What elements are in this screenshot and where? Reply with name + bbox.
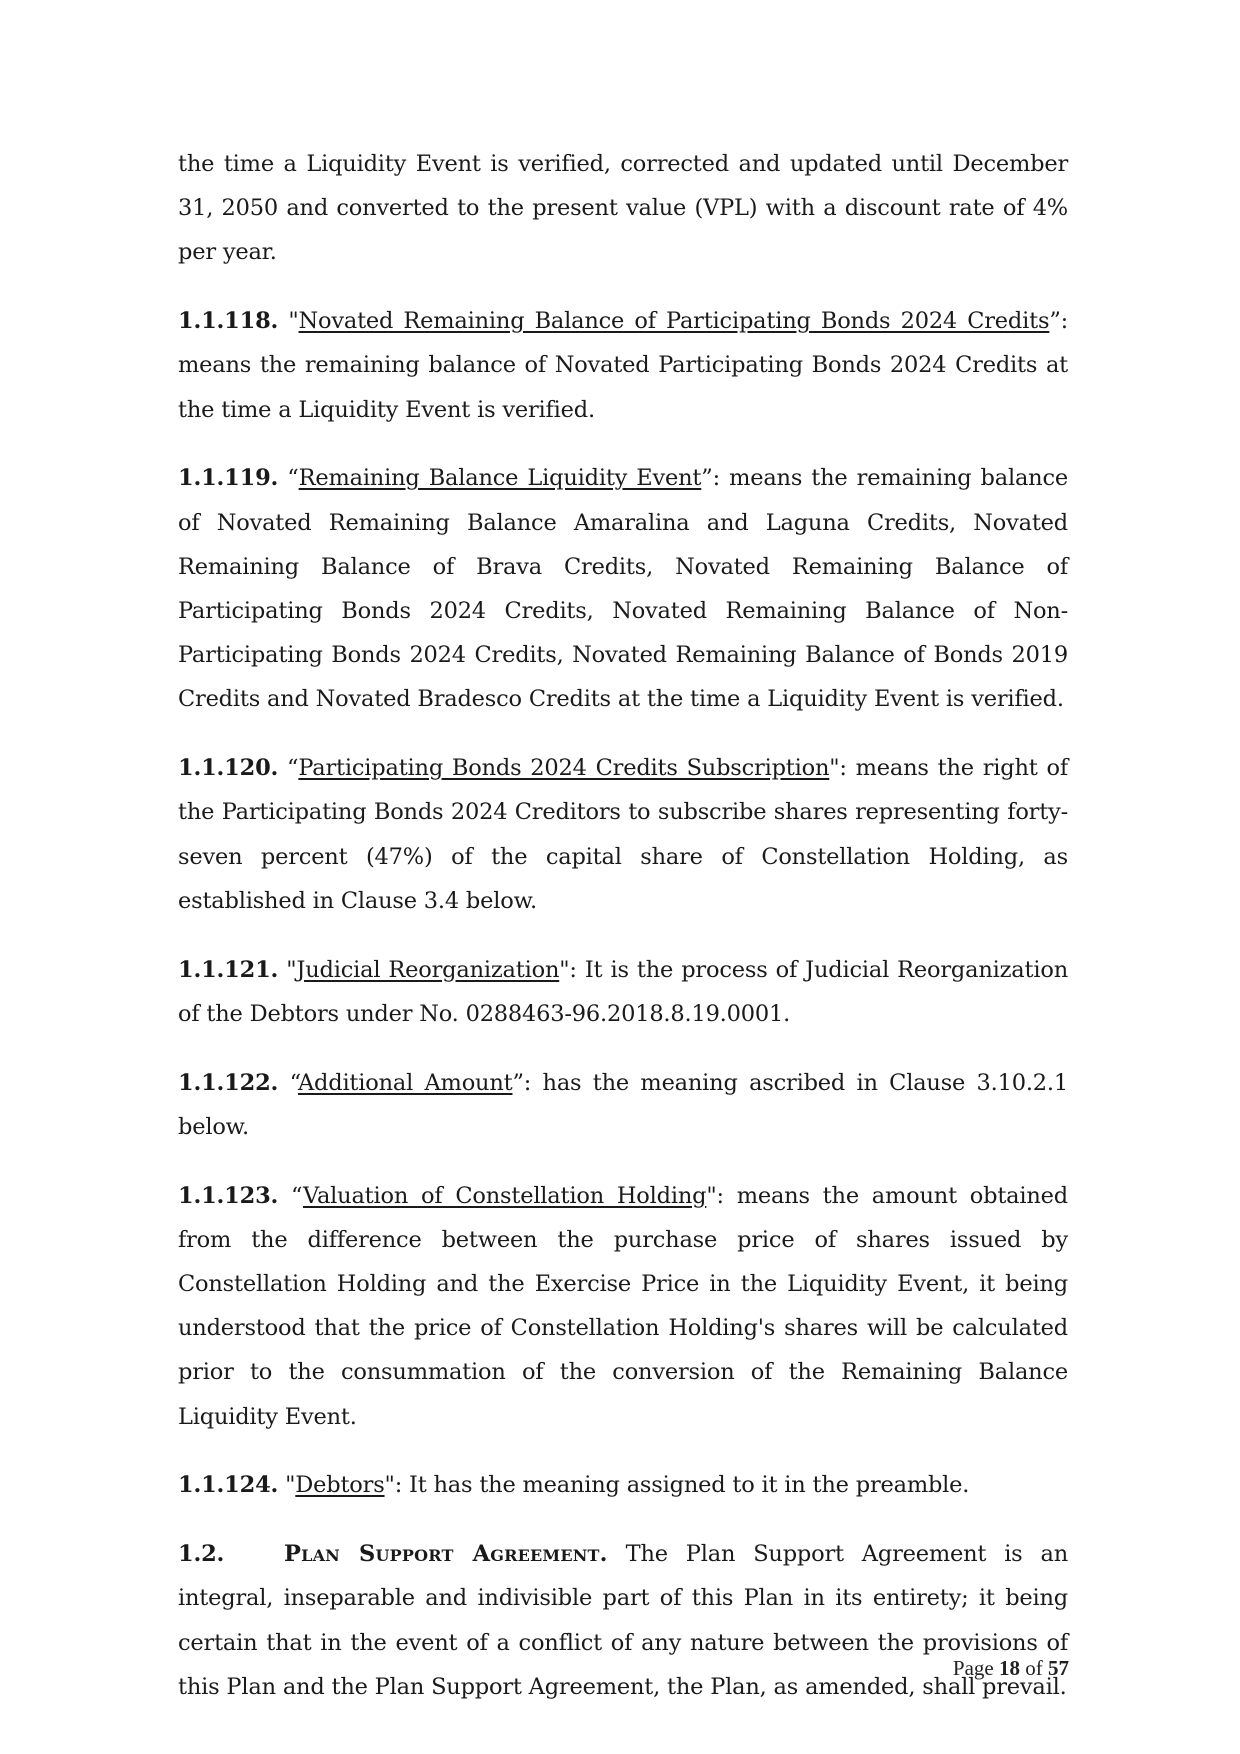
- clause-text: ": means the amount obtained from the difference between the purchase price of shares issued by Constellation Holding and the Exercise Price in the Liquidity Event, it being understood that the price of Constellation Holding's shares will be calculated prior to the consummation of the conversion of the Remaining Balance Liquidity Event.: [178, 1182, 1068, 1430]
- open-quote: ": [278, 308, 299, 335]
- clause-number: 1.1.118.: [178, 308, 279, 335]
- open-quote: ": [278, 956, 297, 983]
- defined-term: Remaining Balance Liquidity Event: [298, 465, 702, 492]
- page-prefix: Page: [952, 1656, 999, 1680]
- clause-number: 1.1.121.: [178, 956, 279, 983]
- clause-1-1-122: [178, 1061, 1068, 1149]
- clause-number: 1.1.120.: [178, 755, 279, 782]
- clause-number: 1.1.124.: [178, 1472, 279, 1499]
- page-of: of: [1020, 1656, 1048, 1680]
- clause-text: ": It has the meaning assigned to it in the preamble.: [384, 1472, 970, 1499]
- clause-1-1-118: [178, 299, 1068, 432]
- defined-term: Debtors: [295, 1472, 385, 1499]
- clause-1-1-124: [178, 1463, 1068, 1507]
- open-quote: “: [278, 755, 299, 782]
- defined-term: Novated Remaining Balance of Participating Bonds 2024 Credits: [298, 308, 1050, 335]
- page-number-footer: [953, 1656, 1069, 1681]
- clause-number: 1.1.119.: [178, 465, 279, 492]
- clause-text: ”: has the meaning ascribed in Clause 3.10.2.1 below.: [178, 1069, 1068, 1140]
- clause-1-1-119: [178, 456, 1068, 721]
- clause-text: ”: means the remaining balance of Novated Remaining Balance Amaralina and Laguna Credits, Novated Remaining Balance of Brava Credits, Novated Remaining Balance of Participating Bonds 2024 Credits, Novated Remaining Balance of Non-Participating Bonds 2024 Credits, Novated Remaining Balance of Bonds 2019 Credits and Novated Bradesco Credits at the time a Liquidity Event is verified.: [178, 465, 1068, 713]
- clause-1-1-120: [178, 746, 1068, 923]
- current-page: 18: [999, 1656, 1020, 1680]
- clause-number: 1.1.123.: [178, 1182, 279, 1209]
- open-quote: ": [278, 1472, 296, 1499]
- total-pages: 57: [1048, 1656, 1069, 1680]
- section-title: Plan Support Agreement.: [284, 1541, 608, 1568]
- defined-term: Judicial Reorganization: [296, 956, 560, 983]
- clause-1-1-121: [178, 948, 1068, 1036]
- clause-text: ": means the right of the Participating Bonds 2024 Creditors to subscribe shares representing forty-seven percent (47%) of the capital share of Constellation Holding, as established in Clause 3.4 below.: [178, 755, 1068, 914]
- defined-term: Participating Bonds 2024 Credits Subscription: [298, 755, 830, 782]
- open-quote: “: [278, 465, 299, 492]
- open-quote: “: [278, 1069, 298, 1096]
- page-body: [178, 142, 1068, 1734]
- intro-paragraph: the time a Liquidity Event is verified, corrected and updated until December 31, 2050 and converted to the present value (VPL) with a discount rate of 4% per year.: [178, 151, 1068, 266]
- section-text: The Plan Support Agreement is an integral, inseparable and indivisible part of this Plan in its entirety; it being certain that in the event of a conflict of any nature between the provisions of this Plan and the Plan Support Agreement, the Plan, as amended, shall prevail.: [178, 1541, 1068, 1700]
- section-number: 1.2.: [178, 1541, 225, 1568]
- clause-text: ”: means the remaining balance of Novated Participating Bonds 2024 Credits at the time a Liquidity Event is verified.: [178, 308, 1068, 423]
- defined-term: Additional Amount: [297, 1069, 513, 1096]
- section-1-2: [178, 1532, 1068, 1709]
- clause-1-1-123: [178, 1174, 1068, 1439]
- clause-number: 1.1.122.: [178, 1069, 279, 1096]
- open-quote: “: [278, 1182, 303, 1209]
- clause-text: ": It is the process of Judicial Reorganization of the Debtors under No. 0288463-96.2018.8.19.0001.: [178, 956, 1068, 1027]
- defined-term: Valuation of Constellation Holding: [302, 1182, 707, 1209]
